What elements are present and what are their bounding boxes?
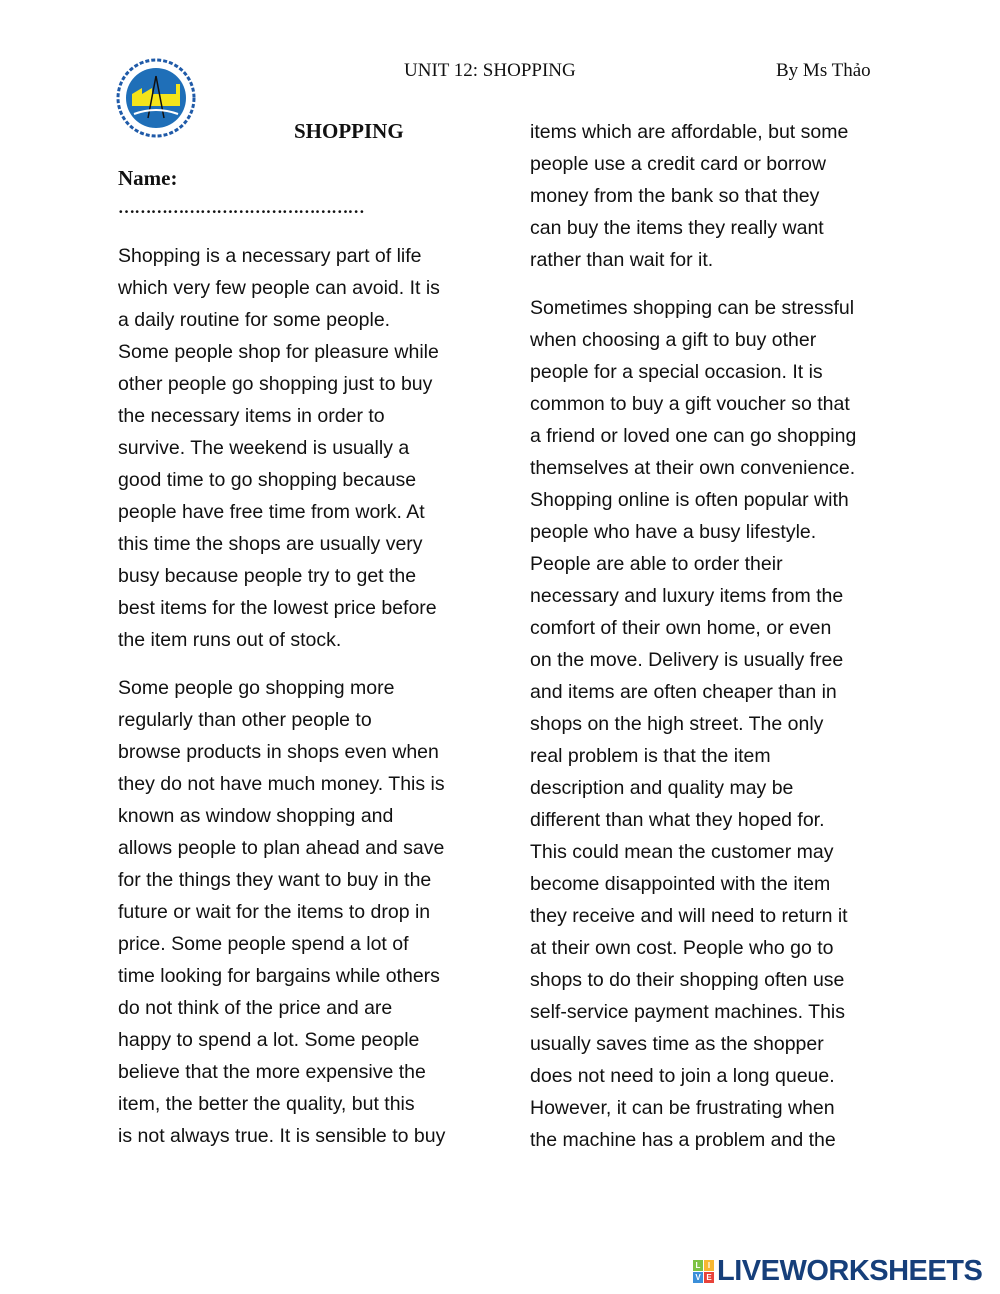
brand-tile: L bbox=[693, 1260, 703, 1271]
text-line: for the things they want to buy in the bbox=[118, 869, 432, 891]
text-line: shops to do their shopping often use bbox=[530, 969, 845, 991]
text-line: Sometimes shopping can be stressful bbox=[530, 297, 855, 319]
brand-text: LIVEWORKSHEETS bbox=[717, 1255, 983, 1287]
text-line: and items are often cheaper than in bbox=[530, 681, 837, 703]
name-blank[interactable]: ……………………………………… bbox=[118, 198, 365, 217]
text-line: shops on the high street. The only bbox=[530, 713, 824, 735]
brand-tiles-icon bbox=[693, 1260, 714, 1283]
author-label: By Ms Thảo bbox=[776, 60, 871, 81]
text-line: comfort of their own home, or even bbox=[530, 617, 832, 639]
text-line: However, it can be frustrating when bbox=[530, 1097, 835, 1119]
text-line: believe that the more expensive the bbox=[118, 1061, 426, 1083]
text-line: which very few people can avoid. It is bbox=[118, 277, 440, 299]
text-line: can buy the items they really want bbox=[530, 217, 824, 239]
text-line: the machine has a problem and the bbox=[530, 1129, 836, 1151]
text-line: people have free time from work. At bbox=[118, 501, 425, 523]
text-line: become disappointed with the item bbox=[530, 873, 831, 895]
text-line: do not think of the price and are bbox=[118, 997, 393, 1019]
text-line: people for a special occasion. It is bbox=[530, 361, 823, 383]
text-line: self-service payment machines. This bbox=[530, 1001, 846, 1023]
text-line: they receive and will need to return it bbox=[530, 905, 848, 927]
text-line: a friend or loved one can go shopping bbox=[530, 425, 857, 447]
text-line: usually saves time as the shopper bbox=[530, 1033, 824, 1055]
text-line: people who have a busy lifestyle. bbox=[530, 521, 817, 543]
text-line: is not always true. It is sensible to buy bbox=[118, 1125, 446, 1147]
text-line: people use a credit card or borrow bbox=[530, 153, 826, 175]
text-line: on the move. Delivery is usually free bbox=[530, 649, 844, 671]
paragraph bbox=[118, 240, 488, 656]
text-line: does not need to join a long queue. bbox=[530, 1065, 835, 1087]
text-line: time looking for bargains while others bbox=[118, 965, 440, 987]
text-line: description and quality may be bbox=[530, 777, 794, 799]
paragraph bbox=[530, 292, 900, 1156]
text-line: Some people shop for pleasure while bbox=[118, 341, 439, 363]
text-line: best items for the lowest price before bbox=[118, 597, 437, 619]
text-line: when choosing a gift to buy other bbox=[530, 329, 817, 351]
paragraph bbox=[118, 672, 488, 1152]
text-line: happy to spend a lot. Some people bbox=[118, 1029, 420, 1051]
text-line: good time to go shopping because bbox=[118, 469, 417, 491]
text-line: this time the shops are usually very bbox=[118, 533, 423, 555]
text-line: allows people to plan ahead and save bbox=[118, 837, 445, 859]
brand-tile: E bbox=[704, 1272, 714, 1283]
school-logo bbox=[116, 58, 196, 138]
brand-tile: V bbox=[693, 1272, 703, 1283]
text-line: at their own cost. People who go to bbox=[530, 937, 834, 959]
liveworksheets-logo bbox=[693, 1255, 982, 1288]
text-line: themselves at their own convenience. bbox=[530, 457, 856, 479]
brand-tile: I bbox=[704, 1260, 714, 1271]
text-line: real problem is that the item bbox=[530, 745, 771, 767]
text-line: they do not have much money. This is bbox=[118, 773, 445, 795]
text-line: browse products in shops even when bbox=[118, 741, 439, 763]
text-line: the necessary items in order to bbox=[118, 405, 385, 427]
text-line: Shopping online is often popular with bbox=[530, 489, 849, 511]
text-line: different than what they hoped for. bbox=[530, 809, 825, 831]
text-line: regularly than other people to bbox=[118, 709, 372, 731]
text-line: known as window shopping and bbox=[118, 805, 394, 827]
text-line: busy because people try to get the bbox=[118, 565, 417, 587]
text-line: Shopping is a necessary part of life bbox=[118, 245, 422, 267]
page-title: SHOPPING bbox=[294, 119, 404, 143]
unit-heading: UNIT 12: SHOPPING bbox=[404, 60, 576, 81]
text-line: Some people go shopping more bbox=[118, 677, 395, 699]
paragraph bbox=[530, 116, 900, 276]
text-line: a daily routine for some people. bbox=[118, 309, 391, 331]
text-line: item, the better the quality, but this bbox=[118, 1093, 415, 1115]
text-line: items which are affordable, but some bbox=[530, 121, 849, 143]
text-line: rather than wait for it. bbox=[530, 249, 714, 271]
text-line: other people go shopping just to buy bbox=[118, 373, 433, 395]
text-line: price. Some people spend a lot of bbox=[118, 933, 409, 955]
text-line: This could mean the customer may bbox=[530, 841, 834, 863]
text-line: common to buy a gift voucher so that bbox=[530, 393, 850, 415]
text-line: the item runs out of stock. bbox=[118, 629, 342, 651]
text-line: money from the bank so that they bbox=[530, 185, 820, 207]
text-line: necessary and luxury items from the bbox=[530, 585, 844, 607]
right-column bbox=[530, 116, 900, 1172]
left-column bbox=[118, 240, 488, 1168]
name-label: Name: bbox=[118, 166, 178, 190]
text-line: survive. The weekend is usually a bbox=[118, 437, 410, 459]
text-line: future or wait for the items to drop in bbox=[118, 901, 431, 923]
text-line: People are able to order their bbox=[530, 553, 783, 575]
